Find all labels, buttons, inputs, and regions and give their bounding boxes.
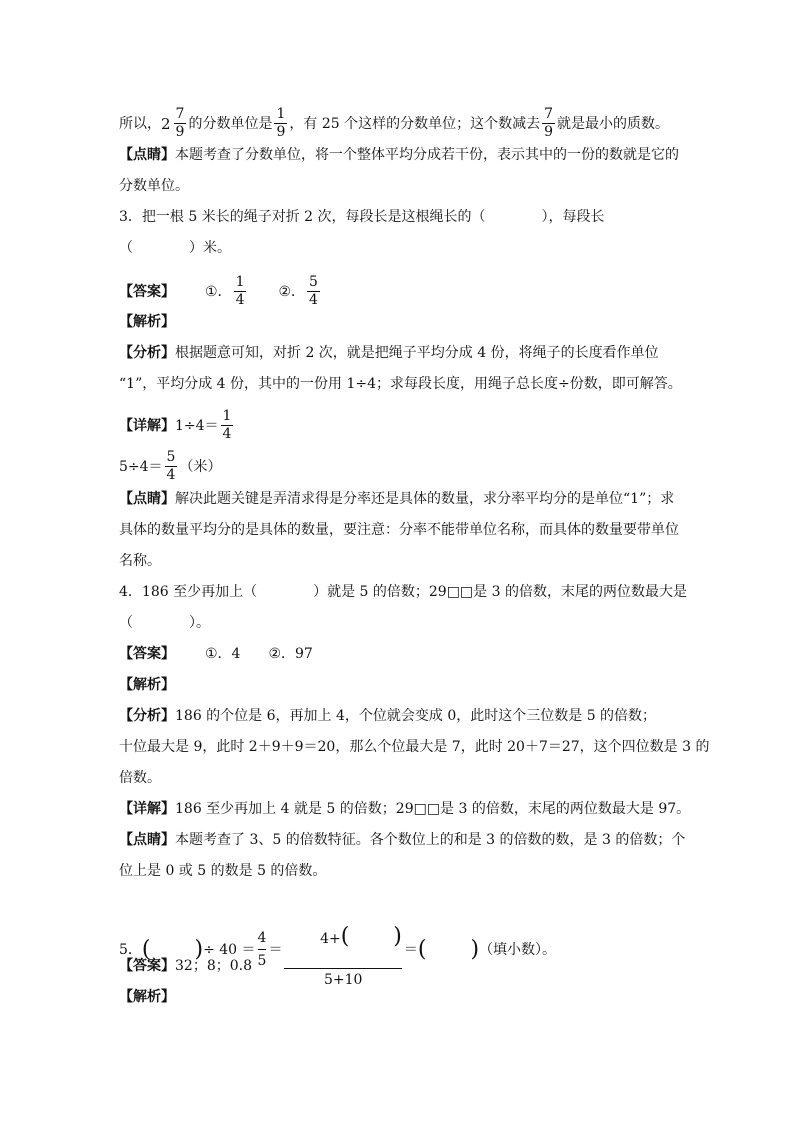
denominator: 9	[544, 124, 554, 140]
answer-marker: ①．	[205, 283, 232, 300]
blank-paren: ( )	[417, 936, 480, 962]
text: 根据题意可知，对折 2 次，就是把绳子平均分成 4 份，将绳子的长度看作单位	[175, 345, 659, 361]
dianjing-line-3	[119, 552, 674, 570]
jiexi-line	[119, 676, 674, 694]
fraction	[234, 275, 247, 308]
question-text: （ ）。	[119, 615, 210, 631]
answer-line	[119, 957, 674, 975]
question-3-line-1	[119, 208, 674, 226]
text: 分数单位。	[119, 178, 189, 194]
denominator: 4	[222, 426, 232, 442]
answer-text: 32；8；0.8	[175, 958, 252, 974]
denominator: 4	[166, 467, 176, 483]
text: 1÷4＝	[175, 417, 219, 434]
numerator-part: 4+	[320, 931, 341, 947]
text: （米）	[179, 458, 222, 475]
dianjing-tag: 【点睛】	[119, 832, 175, 848]
answer-tag: 【答案】	[119, 958, 175, 974]
answer-line	[119, 645, 674, 663]
question-5-line	[119, 910, 674, 989]
text: 的分数单位是	[188, 115, 273, 132]
text: 5÷4＝	[119, 458, 163, 475]
text: 186 至少再加上 4 就是 5 的倍数；29□□是 3 的倍数，末尾的两位数最大是 97。	[175, 801, 691, 817]
text: “1”，平均分成 4 份，其中的一份用 1÷4；求每段长度，用绳子总长度÷份数，即可解答。	[119, 376, 682, 392]
jiexi-line	[119, 988, 674, 1006]
dianjing-line-2	[119, 862, 674, 880]
fraction	[284, 910, 401, 989]
blank-paren: ( )	[141, 936, 204, 962]
dianjing-tag: 【点睛】	[119, 491, 175, 507]
dianjing-tag: 【点睛】	[119, 147, 175, 163]
numerator: 1	[235, 274, 245, 290]
question-4-line-2	[119, 614, 674, 632]
denominator: 5+10	[323, 972, 363, 988]
dianjing-line-cont	[119, 177, 674, 195]
question-text: （ ）米。	[119, 240, 231, 256]
numerator: 5	[309, 274, 318, 290]
numerator: 5	[166, 449, 176, 465]
mixed-number	[161, 107, 188, 140]
fenxi-tag: 【分析】	[119, 708, 175, 724]
text: 本题考查了分数单位，将一个整体平均分成若干份，表示其中的一份的数就是它的	[175, 147, 679, 163]
text: 具体的数量平均分的是具体的数量，要注意：分率不能带单位名称，而具体的数量要带单位	[119, 522, 679, 538]
blank-paren: ( )	[340, 924, 402, 949]
denominator: 9	[276, 124, 286, 140]
text: 本题考查了 3、5 的倍数特征。各个数位上的和是 3 的倍数的数，是 3 的倍数；个	[175, 832, 686, 848]
xiangjie-line-1	[119, 409, 674, 442]
question-text: 3．把一根 5 米长的绳子对折 2 次，每段长是这根绳长的（ ），每段长	[119, 209, 605, 225]
text: 就是最小的质数。	[557, 115, 670, 132]
fraction	[174, 107, 187, 140]
dianjing-line-1	[119, 490, 674, 508]
question-3-line-2	[119, 239, 674, 257]
question-4-line-1	[119, 583, 687, 601]
fenxi-tag: 【分析】	[119, 345, 175, 361]
text: ＝	[403, 941, 418, 958]
numerator: 4	[257, 930, 267, 946]
text: 位上是 0 或 5 的数是 5 的倍数。	[119, 863, 327, 879]
answer-tag: 【答案】	[119, 283, 175, 300]
text: ＝	[268, 941, 283, 958]
fraction	[307, 275, 320, 308]
mixed-whole: 2	[161, 114, 171, 133]
jiexi-tag: 【解析】	[119, 989, 175, 1005]
numerator: 7	[544, 106, 554, 122]
question-number: 5．	[119, 941, 142, 958]
jiexi-tag: 【解析】	[119, 314, 175, 330]
answer-text: ①．4 ②．97	[205, 646, 313, 662]
explanation-line-unit	[119, 107, 674, 140]
numerator: 7	[175, 106, 185, 122]
text: 所以，	[119, 115, 161, 132]
xiangjie-tag: 【详解】	[119, 801, 175, 817]
numerator: 1	[222, 408, 232, 424]
answer-tag: 【答案】	[119, 646, 175, 662]
text: ，有 25 个这样的分数单位；这个数减去	[289, 115, 541, 132]
fraction	[165, 450, 178, 483]
text: 解决此题关键是弄清求得是分率还是具体的数量，求分率平均分的是单位“1”；求	[175, 491, 675, 507]
denominator: 4	[309, 292, 318, 308]
denominator: 5	[257, 953, 267, 969]
fraction	[274, 107, 287, 140]
answer-marker: ②．	[278, 283, 306, 300]
numerator: 1	[276, 106, 286, 122]
dianjing-line-1	[119, 831, 686, 849]
jiexi-line	[119, 313, 674, 331]
dianjing-line-2	[119, 521, 679, 539]
xiangjie-line	[119, 800, 691, 818]
text: 186 的个位是 6，再加上 4，个位就会变成 0，此时这个三位数是 5 的倍数；	[175, 708, 657, 724]
fenxi-line-2	[119, 375, 694, 393]
fenxi-line-1	[119, 344, 674, 362]
xiangjie-tag: 【详解】	[119, 417, 175, 434]
denominator: 9	[175, 124, 185, 140]
xiangjie-line-2	[119, 450, 674, 483]
jiexi-tag: 【解析】	[119, 677, 175, 693]
question-text: 4．186 至少再加上（ ）就是 5 的倍数；29□□是 3 的倍数，末尾的两位数最大是	[119, 584, 687, 600]
text: （填小数）。	[479, 941, 557, 958]
fraction	[221, 409, 234, 442]
denominator: 4	[235, 292, 245, 308]
text: 名称。	[119, 553, 161, 569]
fenxi-line-1	[119, 707, 674, 725]
text: 倍数。	[119, 770, 161, 786]
fenxi-line-2	[119, 738, 710, 756]
text: ÷ 40 ＝	[203, 941, 256, 958]
dianjing-line	[119, 146, 679, 164]
fenxi-line-3	[119, 769, 674, 787]
fraction	[542, 107, 555, 140]
text: 十位最大是 9，此时 2＋9＋9＝20，那么个位最大是 7，此时 20＋7＝27，这个四位数是 3 的	[119, 739, 710, 755]
answer-line	[119, 275, 674, 308]
